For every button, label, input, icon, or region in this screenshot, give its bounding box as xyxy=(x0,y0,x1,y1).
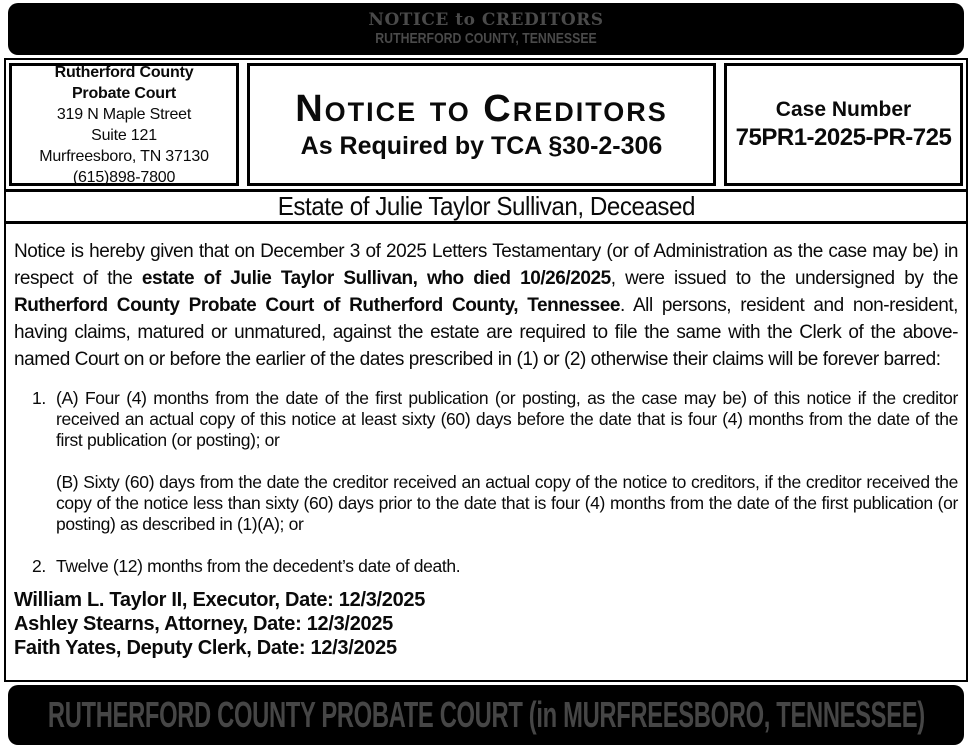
notice-statute-subtitle: As Required by TCA §30-2-306 xyxy=(300,131,663,160)
list-item-1b-text: (B) Sixty (60) days from the date the creditor received an actual copy of the notice to creditors, if the creditor received the copy of the notice less than sixty (60) days prior to the date that is four (4) months from the date of the first publication (or posting) as described in (1)(A); or xyxy=(56,472,958,534)
notice-main-paragraph xyxy=(14,238,958,373)
top-banner-subtitle: RUTHERFORD COUNTY, TENNESSEE xyxy=(375,30,597,47)
estate-title-bar xyxy=(6,189,966,224)
list-item-1b xyxy=(32,472,958,535)
deputy-clerk-signature-line: Faith Yates, Deputy Clerk, Date: 12/3/2025 xyxy=(14,637,397,659)
court-name-line2: Probate Court xyxy=(71,84,177,102)
list-item-1a xyxy=(32,388,958,451)
executor-signature-line: William L. Taylor II, Executor, Date: 12/3/2025 xyxy=(14,589,426,611)
list-item-2 xyxy=(32,556,958,577)
top-banner xyxy=(8,3,964,55)
paragraph-text-end: . All persons, resident and non-resident, having claims, matured or unmatured, against the estate are required to file the same with the Clerk of the above-named Court on or before the earlier of the dates prescribed in (1) or (2) otherwise their claims will be forever barred: xyxy=(14,295,958,370)
court-address-box xyxy=(9,63,239,186)
court-address-line2: Suite 121 xyxy=(91,126,157,144)
paragraph-text-start: Notice is hereby given that on December 3 of 2025 Letters Testamentary (or of Administration as the case may be) in respect of the xyxy=(14,241,958,289)
notice-title: Notice to Creditors xyxy=(295,87,668,130)
court-address-line3: Murfreesboro, TN 37130 xyxy=(39,147,209,165)
paragraph-text-mid: , were issued to the undersigned by the xyxy=(610,268,958,289)
court-address-line1: 319 N Maple Street xyxy=(56,105,192,123)
signature-block xyxy=(14,588,958,660)
document-frame xyxy=(4,58,968,682)
case-number-value: 75PR1-2025-PR-725 xyxy=(735,123,952,151)
footer-banner xyxy=(8,685,964,745)
attorney-signature-line: Ashley Stearns, Attorney, Date: 12/3/2025 xyxy=(14,613,393,635)
deadline-list xyxy=(14,388,958,577)
case-number-label: Case Number xyxy=(775,97,912,121)
list-item-1a-text: (A) Four (4) months from the date of the first publication (or posting, as the case may be) of this notice if the creditor received an actual copy of this notice at least sixty (60) days before the date that is four (4) months from the date of the first publication (or posting); or xyxy=(56,388,958,450)
notice-body xyxy=(6,224,966,680)
list-gap xyxy=(32,451,958,472)
court-bold-phrase: Rutherford County Probate Court of Rutherford County, Tennessee xyxy=(14,295,621,316)
list-item-2-number: 2. xyxy=(32,556,46,576)
list-item-1-number: 1. xyxy=(32,388,46,408)
header-row xyxy=(6,60,966,189)
case-number-box xyxy=(724,63,963,186)
top-banner-title: NOTICE to CREDITORS xyxy=(368,10,604,30)
notice-title-box xyxy=(247,63,716,186)
court-name-line1: Rutherford County xyxy=(54,63,194,81)
estate-bold-phrase: estate of Julie Taylor Sullivan, who died 10/26/2025 xyxy=(141,268,611,289)
court-phone: (615)898-7800 xyxy=(72,168,176,186)
estate-title-text: Estate of Julie Taylor Sullivan, Deceased xyxy=(277,191,695,221)
list-item-2-text: Twelve (12) months from the decedent’s date of death. xyxy=(56,556,461,576)
list-item-1b-spacer xyxy=(32,472,56,535)
footer-banner-text: RUTHERFORD COUNTY PROBATE COURT (in MURFREESBORO, TENNESSEE) xyxy=(47,694,925,735)
